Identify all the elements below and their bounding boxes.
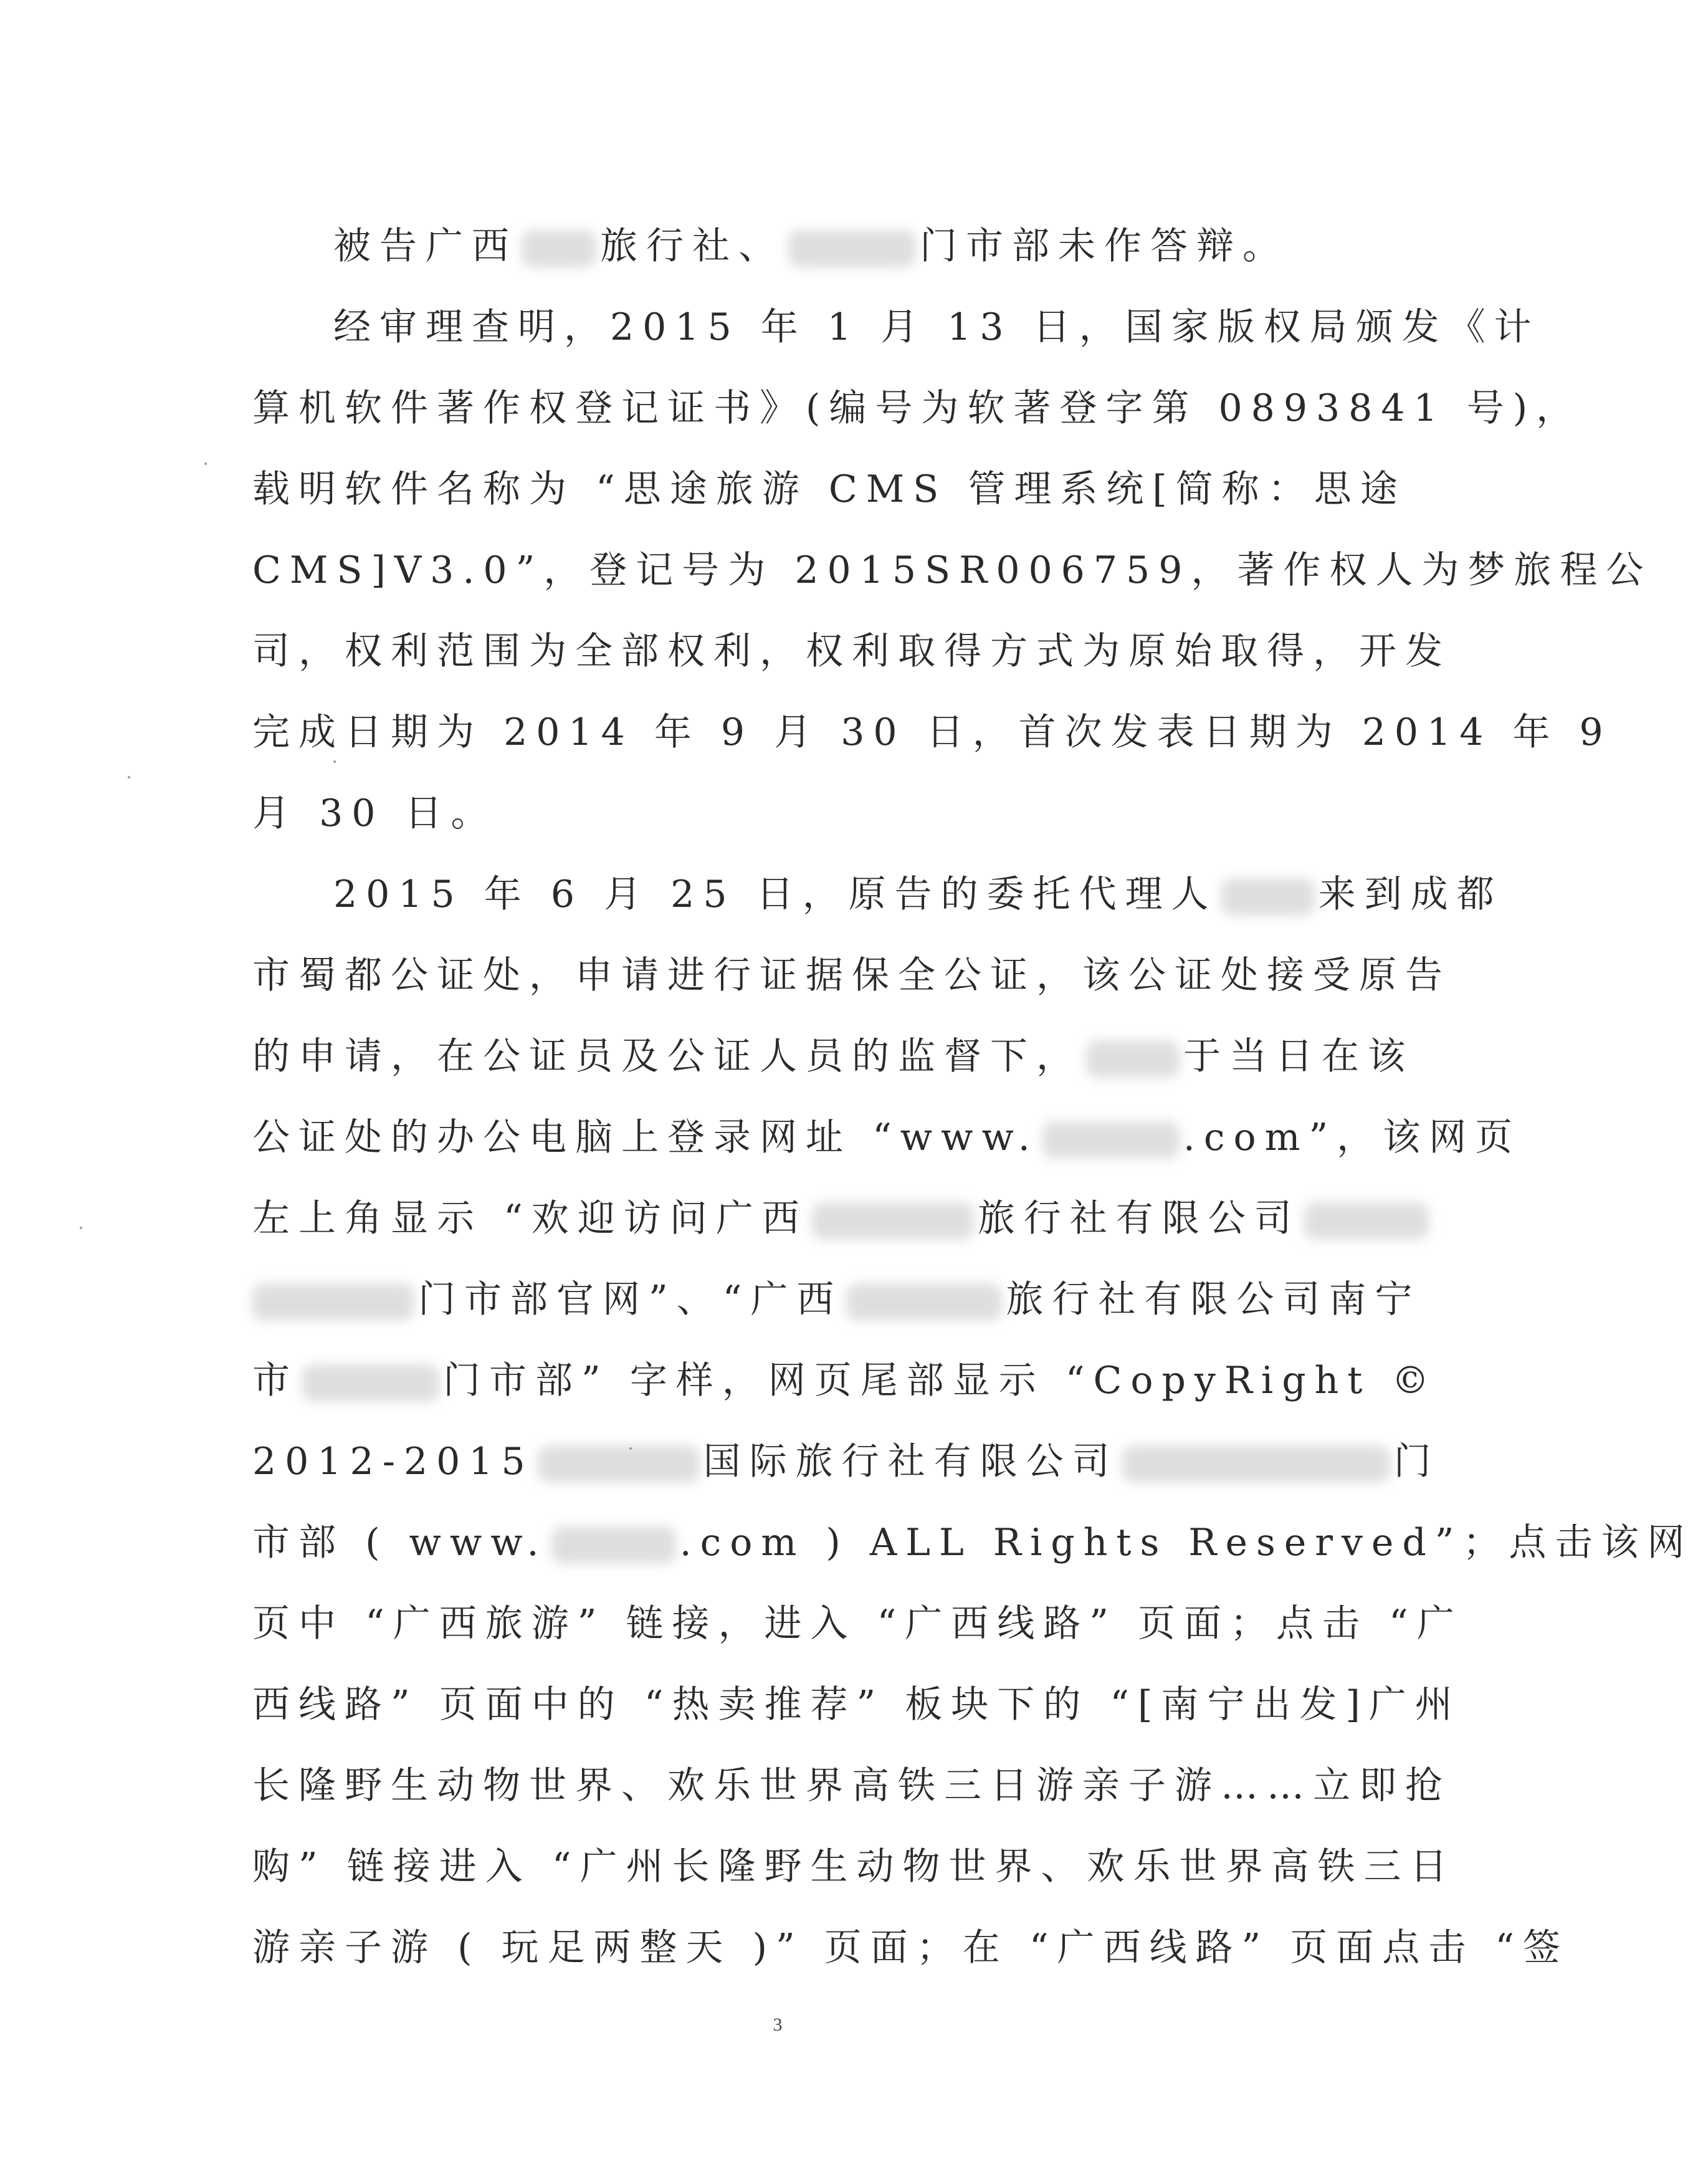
text-segment: 购” 链接进入 “广州长隆野生动物世界、欢乐世界高铁三日 [252,1845,1456,1889]
text-segment: 于当日在该 [1183,1035,1414,1078]
paragraph-line [252,1097,1522,1178]
scan-speck [204,462,207,465]
text-segment: 来到成都 [1318,873,1503,916]
redaction-blur [846,1283,1002,1321]
redaction-blur [252,1283,414,1321]
text-segment: 游亲子游 ( 玩足两整天 )” 页面；在 “广西线路” 页面点击 “签 [252,1926,1570,1970]
paragraph-line [252,1502,1693,1583]
scan-speck [80,1227,82,1229]
text-segment: 国际旅行社有限公司 [703,1440,1118,1483]
text-segment: 公证处的办公电脑上登录网址 “www. [252,1116,1039,1159]
text-segment: 左上角显示 “欢迎访问广西 [252,1197,808,1240]
text-segment: 门 [1393,1440,1440,1483]
paragraph-line [333,206,1337,287]
text-segment: 载明软件名称为 “思途旅游 CMS 管理系统[简称：思途 [252,467,1406,511]
text-segment: 司，权利范围为全部权利，权利取得方式为原始取得，开发 [252,630,1451,673]
paragraph-line [252,1826,1456,1907]
text-segment: 长隆野生动物世界、欢乐世界高铁三日游亲子游……立即抢 [252,1764,1451,1808]
paragraph-line [252,692,1612,773]
text-segment: 市部 ( www. [252,1521,548,1564]
text-segment: 经审理查明，2015 年 1 月 13 日，国家版权局颁发《计 [333,305,1540,349]
paragraph-line [252,1583,1463,1664]
text-segment: .com ) ALL Rights Reserved”；点击该网 [679,1521,1693,1564]
text-segment: 被告广西 [333,224,518,268]
scan-speck [629,1447,632,1450]
paragraph-line [252,530,1652,611]
text-segment: 页中 “广西旅游” 链接，进入 “广西线路” 页面；点击 “广 [252,1602,1463,1645]
redaction-blur [812,1202,974,1240]
paragraph-line [252,1178,1337,1259]
paragraph-line [252,1259,1421,1340]
redaction-blur [1221,878,1315,916]
text-segment: 旅行社、 [600,224,785,268]
text-segment: 的申请，在公证员及公证人员的监督下， [252,1035,1082,1078]
text-segment: 旅行社有限公司 [977,1197,1300,1240]
text-segment: 2015 年 6 月 25 日，原告的委托代理人 [333,873,1218,916]
text-segment: 算机软件著作权登记证书》(编号为软著登字第 0893841 号)， [252,386,1583,430]
paragraph-line [252,1907,1570,1988]
paragraph-line [252,1340,1438,1421]
redaction-blur [788,230,916,267]
scan-speck [333,760,336,763]
text-segment: 门市部未作答辩。 [920,224,1289,268]
text-segment: 西线路” 页面中的 “热卖推荐” 板块下的 “[南宁出发]广州 [252,1683,1461,1727]
paragraph-line [252,1745,1451,1826]
text-segment: .com”，该网页 [1183,1116,1522,1159]
paragraph-line [333,287,1540,368]
paragraph-line [252,935,1451,1016]
page-number: 3 [773,2014,783,2035]
redaction-blur [1086,1040,1180,1078]
text-segment: CMS]V3.0”，登记号为 2015SR006759，著作权人为梦旅程公 [252,548,1652,592]
scan-speck [128,776,130,778]
redaction-blur [302,1364,439,1402]
redaction-blur [522,230,596,267]
text-segment: 市蜀都公证处，申请进行证据保全公证，该公证处接受原告 [252,954,1451,997]
paragraph-line [333,854,1503,935]
text-segment: 门市部” 字样，网页尾部显示 “CopyRight © [443,1359,1438,1402]
text-segment: 月 30 日。 [252,792,497,835]
redaction-blur [1304,1202,1429,1240]
paragraph-line [252,368,1583,449]
redaction-blur [551,1526,676,1564]
text-segment: 门市部官网”、“广西 [418,1278,843,1321]
text-segment: 完成日期为 2014 年 9 月 30 日，首次发表日期为 2014 年 9 [252,711,1612,754]
text-segment: 市 [252,1359,298,1402]
redaction-blur [1042,1121,1180,1159]
paragraph-line [252,773,1337,854]
paragraph-line [252,1421,1440,1502]
paragraph-line [252,611,1451,692]
paragraph-line [252,449,1406,530]
text-segment: 旅行社有限公司南宁 [1006,1278,1421,1321]
text-segment: 2012-2015 [252,1440,534,1483]
paragraph-line [252,1016,1414,1097]
redaction-blur [1122,1445,1390,1483]
paragraph-line [252,1664,1461,1745]
redaction-blur [538,1445,700,1483]
